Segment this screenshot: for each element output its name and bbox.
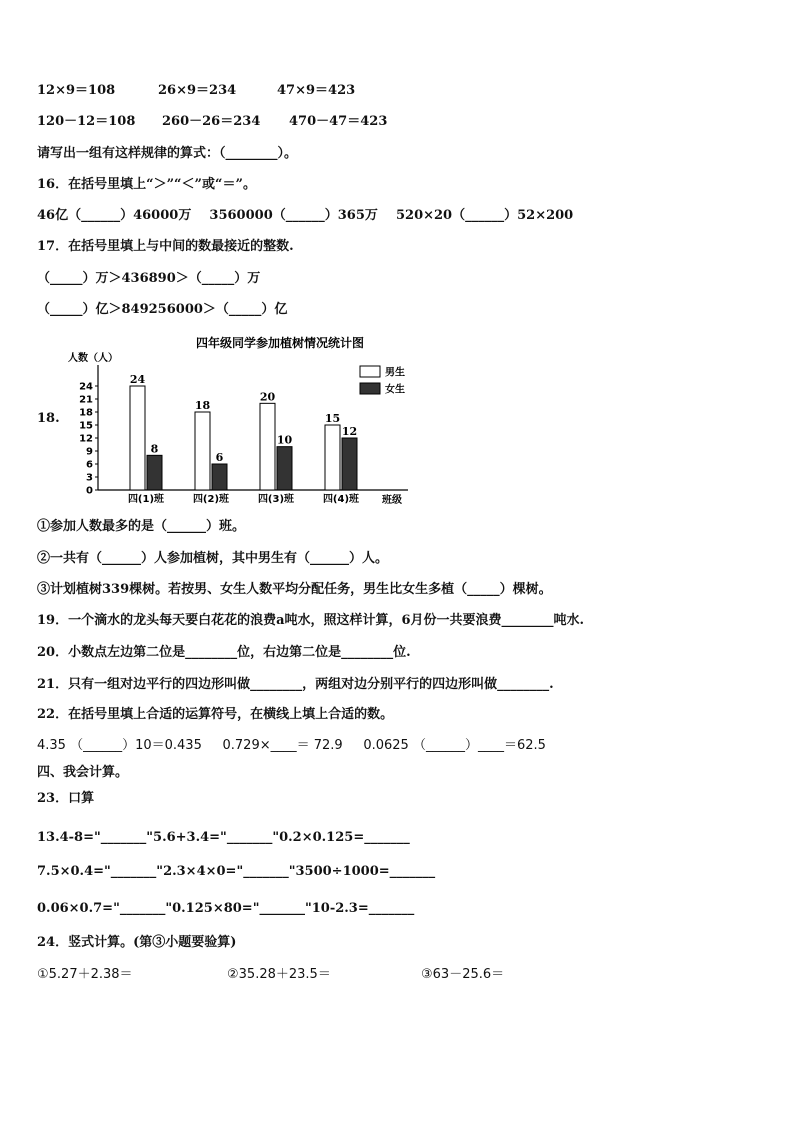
question-18-part-1: ①参加人数最多的是（______）班。 [37, 519, 246, 534]
question-17-item-a: （_____）万＞436890＞（_____）万 [37, 271, 261, 286]
question-22: 22．在括号里填上合适的运算符号，在横线上填上合适的数。 [37, 707, 394, 722]
chart-y-axis-label: 人数（人） [68, 353, 118, 364]
question-18-number: 18. [37, 411, 60, 426]
bar-value-label: 6 [215, 451, 224, 464]
question-23-row-2: 7.5×0.4="_______"2.3×4×0="_______"3500÷1000=_______ [37, 864, 436, 879]
example-equation-6: 470－47＝423 [289, 114, 388, 129]
bar-boys [130, 386, 145, 490]
bar-value-label: 20 [259, 390, 276, 404]
question-23-row-1: 13.4-8="_______"5.6+3.4="_______"0.2×0.125=_______ [37, 830, 410, 845]
y-tick-label: 15 [79, 420, 93, 432]
bar-value-label: 15 [324, 412, 341, 425]
y-tick-label: 21 [79, 394, 93, 406]
bar-girls [147, 455, 162, 490]
legend-swatch [360, 383, 380, 394]
example-equation-3: 47×9＝423 [277, 83, 356, 98]
bar-value-label: 12 [341, 425, 358, 438]
question-17: 17．在括号里填上与中间的数最接近的整数. [37, 239, 294, 254]
question-23: 23．口算 [37, 791, 95, 806]
question-18-part-2: ②一共有（______）人参加植树，其中男生有（______）人。 [37, 551, 389, 566]
y-tick-label: 3 [86, 472, 93, 484]
tree-planting-bar-chart [60, 333, 420, 513]
question-24-item-1: ①5.27＋2.38＝ [37, 967, 133, 982]
question-19: 19．一个滴水的龙头每天要白花花的浪费a吨水，照这样计算，6月份一共要浪费________吨水. [37, 613, 585, 628]
bar-value-label: 18 [194, 399, 211, 412]
question-24: 24．竖式计算。(第③小题要验算) [37, 935, 237, 950]
question-16-items: 46亿（______）46000万 3560000（______）365万 520×20（______）52×200 [37, 208, 574, 223]
bar-girls [342, 438, 357, 490]
bar-girls [212, 464, 227, 490]
question-21: 21．只有一组对边平行的四边形叫做________，两组对边分别平行的四边形叫做________. [37, 677, 554, 692]
question-23-row-3: 0.06×0.7="_______"0.125×80="_______"10-2.3=_______ [37, 901, 415, 916]
y-tick-label: 6 [86, 459, 93, 471]
category-label: 四(2)班 [192, 494, 230, 505]
question-17-item-b: （_____）亿＞849256000＞（_____）亿 [37, 302, 288, 317]
bar-boys [260, 403, 275, 490]
example-equation-1: 12×9＝108 [37, 83, 116, 98]
chart-title: 四年级同学参加植树情况统计图 [195, 336, 365, 350]
example-equation-2: 26×9＝234 [158, 83, 237, 98]
legend-swatch [360, 366, 380, 377]
y-tick-label: 18 [79, 407, 93, 419]
question-16: 16．在括号里填上“＞”“＜”或“＝”。 [37, 177, 256, 192]
bar-girls [277, 447, 292, 490]
category-label: 四(3)班 [257, 494, 295, 505]
example-equation-5: 260－26＝234 [162, 114, 261, 129]
legend-label: 男生 [385, 367, 405, 379]
category-label: 四(1)班 [127, 494, 165, 505]
bar-boys [325, 425, 340, 490]
pattern-question: 请写出一组有这样规律的算式：（________）。 [37, 146, 298, 161]
question-24-item-2: ②35.28＋23.5＝ [227, 967, 331, 982]
example-equation-4: 120－12＝108 [37, 114, 136, 129]
y-tick-label: 12 [79, 433, 93, 445]
section-4-heading: 四、我会计算。 [37, 765, 129, 780]
legend-label: 女生 [385, 384, 405, 396]
y-tick-label: 9 [86, 446, 93, 458]
y-tick-label: 0 [86, 485, 93, 497]
question-22-items: 4.35 （______）10＝0.435 0.729×____＝ 72.9 0.0625 （______）____＝62.5 [37, 738, 546, 753]
category-label: 四(4)班 [322, 494, 360, 505]
bar-value-label: 24 [129, 373, 146, 386]
chart-x-axis-label: 班级 [382, 495, 402, 506]
question-24-item-3: ③63－25.6＝ [421, 967, 505, 982]
bar-boys [195, 412, 210, 490]
question-20: 20．小数点左边第二位是________位，右边第二位是________位. [37, 645, 411, 660]
question-18-part-3: ③计划植树339棵树。若按男、女生人数平均分配任务，男生比女生多植（_____）棵树。 [37, 582, 552, 597]
bar-value-label: 8 [150, 442, 159, 456]
y-tick-label: 24 [79, 381, 93, 393]
bar-value-label: 10 [276, 433, 293, 447]
